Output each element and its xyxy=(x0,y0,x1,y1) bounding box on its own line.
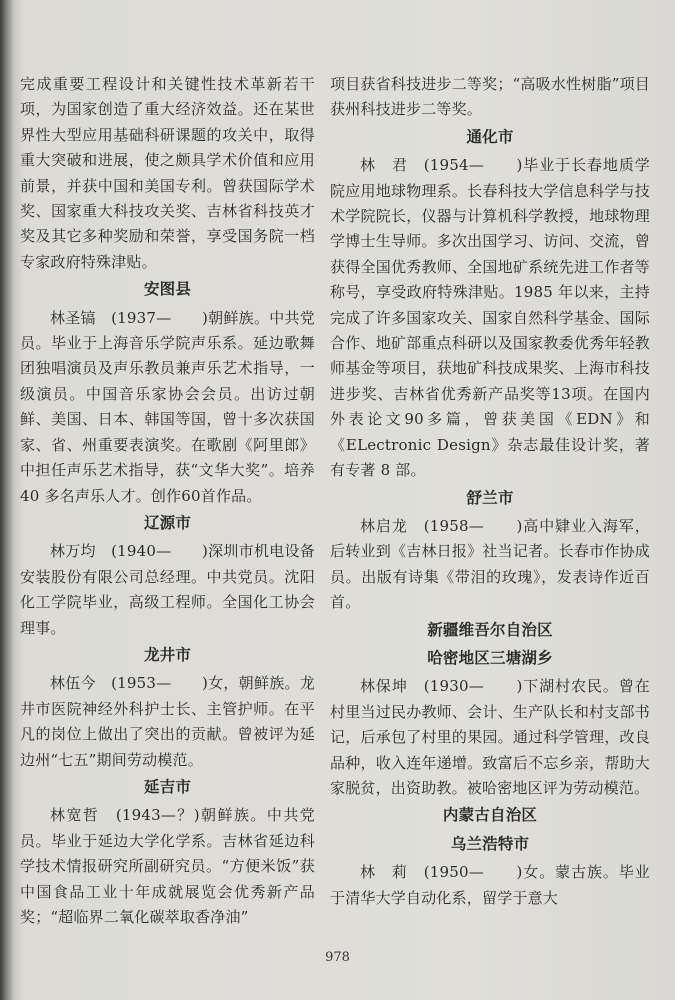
left-column xyxy=(20,72,315,930)
section-heading-yanji: 延吉市 xyxy=(143,777,192,796)
paragraph-continuation-right: 项目获省科技进步二等奖；“高吸水性树脂”项目获州科技进步二等奖。 xyxy=(330,75,650,119)
section-heading-xinjiang: 新疆维吾尔自治区 xyxy=(427,620,553,639)
entry-lin-wujin: 林伍今 (1953— )女，朝鲜族。龙井市医院神经外科护士长、主管护师。在平凡的岗位上做出了突出的贡献。曾被评为延边州“七五”期间劳动模范。 xyxy=(20,674,315,769)
section-heading-antu: 安图县 xyxy=(143,280,192,299)
section-heading-liaoyuan: 辽源市 xyxy=(143,513,192,532)
entry-lin-jun: 林 君 (1954— )毕业于长春地质学院应用地球物理系。长春科技大学信息科学与技术学院院长，仪器与计算机科学教授，地球物理学博士生导师。多次出国学习、访问、交流，曾获得全国优秀教师、全国地矿系统先进工作者等称号，享受政府特殊津贴。1985 年以来，主持完成了许多国家攻关、国家自然科学基金、国际合作、地矿部重点科研以及国家教委优秀年轻教师基金等项目，获地矿科技成果奖、上海市科技进步奖、吉林省优秀新产品奖等13项。在国内外表论文90多篇，曾获美国《EDN》和《ELectronic Design》杂志最佳设计奖，著有专著 8 部。 xyxy=(330,156,650,480)
section-heading-longjing: 龙井市 xyxy=(143,645,192,664)
section-heading-hami: 哈密地区三塘湖乡 xyxy=(427,648,553,667)
entry-lin-li: 林 莉 (1950— )女。蒙古族。毕业于清华大学自动化系，留学于意大 xyxy=(330,863,650,907)
entry-lin-kuanzhe: 林宽哲 (1943—？)朝鲜族。中共党员。毕业于延边大学化学系。吉林省延边科学技术情报研究所副研究员。“方便米饭”获中国食品工业十年成就展览会优秀新产品奖；“超临界二氧化碳萃取香净油” xyxy=(20,806,315,926)
entry-lin-wanjun: 林万均 (1940— )深圳市机电设备安装股份有限公司总经理。中共党员。沈阳化工学院毕业，高级工程师。全国化工协会理事。 xyxy=(20,542,315,637)
section-heading-tonghua: 通化市 xyxy=(466,127,514,146)
entry-lin-baokun: 林保坤 (1930— )下湖村农民。曾在村里当过民办教师、会计、生产队长和村支部书记，后承包了村里的果园。通过科学管理，改良品种，收入连年递增。致富后不忘乡亲，帮助大家脱贫，出资助教。被哈密地区评为劳动模范。 xyxy=(330,677,650,797)
section-heading-wulanhaote: 乌兰浩特市 xyxy=(450,834,530,853)
entry-lin-shenggao: 林圣镐 (1937— )朝鲜族。中共党员。毕业于上海音乐学院声乐系。延边歌舞团独唱演员及声乐教员兼声乐艺术指导，一级演员。中国音乐家协会会员。出访过朝鲜、美国、日本、韩国等国，曾十多次获国家、省、州重要表演奖。在歌剧《阿里郎》中担任声乐艺术指导，获“文华大奖”。培养 40 多名声乐人才。创作60首作品。 xyxy=(20,308,315,505)
section-heading-neimenggu: 内蒙古自治区 xyxy=(442,806,538,825)
paragraph-continuation: 完成重要工程设计和关键性技术革新若干项，为国家创造了重大经济效益。还在某世界性大型应用基础科研课题的攻关中，取得重大突破和进展，使之颇具学术价值和应用前景，并获中国和美国专利。曾获国际学术奖、国家重大科技攻关奖、吉林省科技英才奖及其它多种奖励和荣誉，享受国务院一档专家政府特殊津贴。 xyxy=(20,75,315,271)
section-heading-shulan: 舒兰市 xyxy=(466,488,514,507)
page-number: 978 xyxy=(325,950,350,965)
entry-lin-qilong: 林启龙 (1958— )高中肄业入海军，后转业到《吉林日报》社当记者。长春市作协成员。出版有诗集《带泪的玫瑰》，发表诗作近百首。 xyxy=(330,516,650,612)
right-column xyxy=(330,72,650,911)
